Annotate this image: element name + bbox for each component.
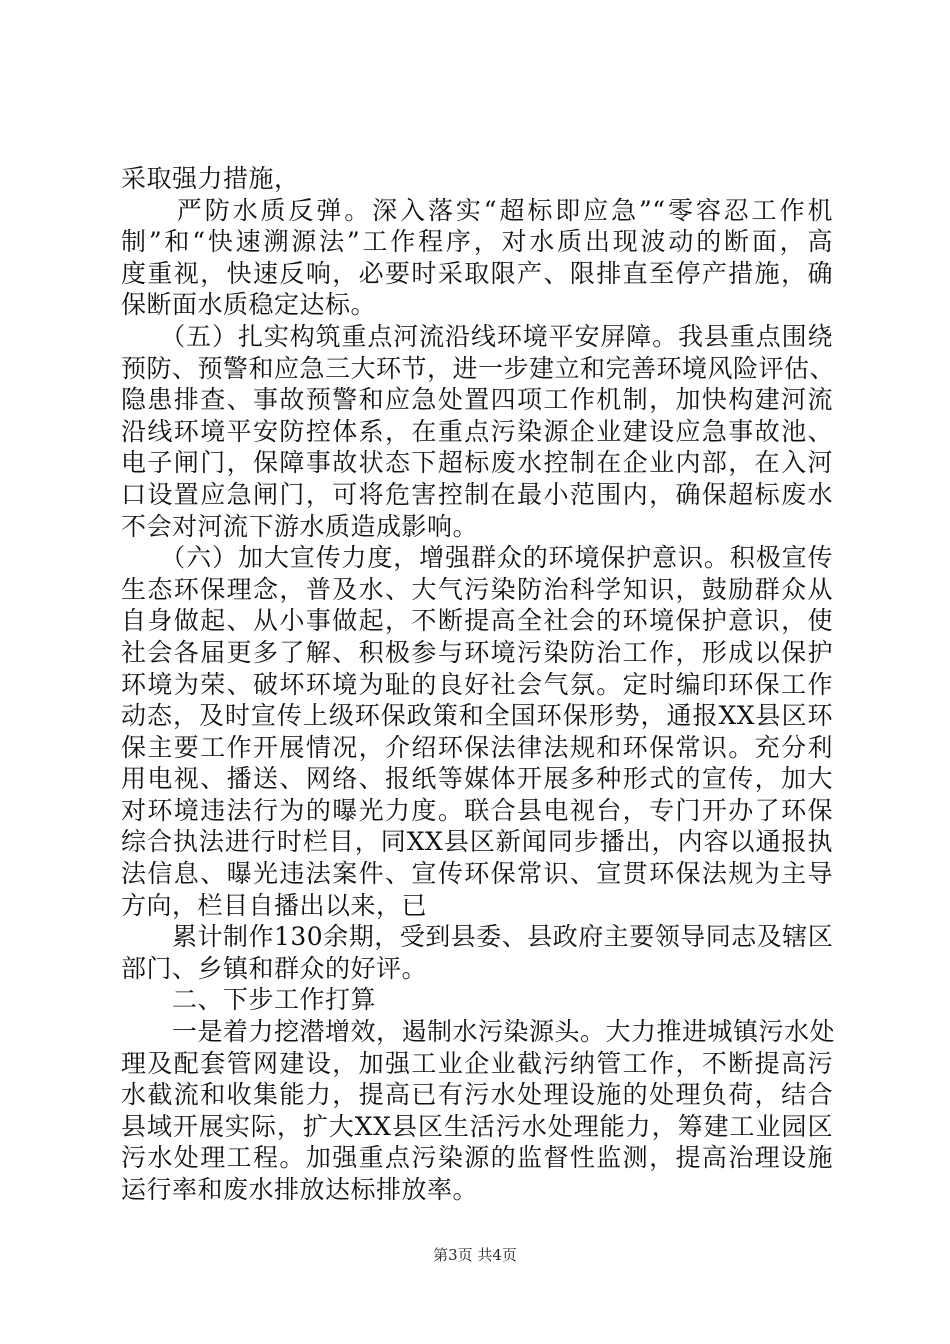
text-line: 用电视、播送、网络、报纸等媒体开展多种形式的宣传，加大 bbox=[121, 764, 833, 794]
text-line: 运行率和废水排放达标排放率。 bbox=[121, 1175, 479, 1204]
text-line: 采取强力措施， bbox=[121, 164, 300, 193]
page-footer bbox=[0, 1244, 950, 1265]
text-line: 社会各届更多了解、积极参与环境污染防治工作，形成以保护 bbox=[121, 637, 833, 667]
text-line: 口设置应急闸门，可将危害控制在最小范围内，确保超标废水 bbox=[121, 479, 833, 509]
text-line: 累计制作130余期，受到县委、县政府主要领导同志及辖区 bbox=[121, 922, 834, 952]
text-line: 二、下步工作打算 bbox=[121, 985, 377, 1015]
text-line: 严防水质反弹。深入落实“超标即应急”“零容忍工作机 bbox=[121, 195, 833, 225]
text-line: 隐患排查、事故预警和应急处置四项工作机制，加快构建河流 bbox=[121, 385, 833, 415]
text-line: 自身做起、从小事做起，不断提高全社会的环境保护意识，使 bbox=[121, 606, 833, 636]
text-line: （五）扎实构筑重点河流沿线环境平安屏障。我县重点围绕 bbox=[121, 321, 833, 351]
text-line: 综合执法进行时栏目，同XX县区新闻同步播出，内容以通报执 bbox=[121, 827, 833, 857]
text-line: 县域开展实际，扩大XX县区生活污水处理能力，筹建工业园区 bbox=[121, 1111, 833, 1141]
text-line: 动态，及时宣传上级环保政策和全国环保形势，通报XX县区环 bbox=[121, 701, 833, 731]
text-line: 水截流和收集能力，提高已有污水处理设施的处理负荷，结合 bbox=[121, 1080, 833, 1110]
text-line: 一是着力挖潜增效，遏制水污染源头。大力推进城镇污水处 bbox=[121, 1017, 836, 1047]
text-line: 不会对河流下游水质造成影响。 bbox=[121, 511, 479, 541]
text-line: 制”和“快速溯源法”工作程序，对水质出现波动的断面，高 bbox=[121, 227, 833, 257]
text-line: 预防、预警和应急三大环节，进一步建立和完善环境风险评估、 bbox=[121, 353, 836, 383]
text-line: 对环境违法行为的曝光力度。联合县电视台，专门开办了环保 bbox=[121, 795, 833, 825]
text-line: 保主要工作开展情况，介绍环保法律法规和环保常识。充分利 bbox=[121, 732, 833, 762]
text-line: 污水处理工程。加强重点污染源的监督性监测，提高治理设施 bbox=[121, 1143, 833, 1173]
text-line: 保断面水质稳定达标。 bbox=[121, 290, 377, 320]
text-line: 度重视，快速反响，必要时采取限产、限排直至停产措施，确 bbox=[121, 258, 833, 288]
text-line: 部门、乡镇和群众的好评。 bbox=[121, 953, 428, 983]
page-number: 第3页 共4页 bbox=[433, 1246, 517, 1264]
text-line: 电子闸门，保障事故状态下超标废水控制在企业内部，在入河 bbox=[121, 448, 833, 478]
text-line: 法信息、曝光违法案件、宣传环保常识、宣贯环保法规为主导 bbox=[121, 859, 833, 889]
text-line: 环境为荣、破坏环境为耻的良好社会气氛。定时编印环保工作 bbox=[121, 669, 833, 699]
text-line: 理及配套管网建设，加强工业企业截污纳管工作，不断提高污 bbox=[121, 1048, 833, 1078]
document-body bbox=[121, 163, 836, 1206]
text-line: 生态环保理念，普及水、大气污染防治科学知识，鼓励群众从 bbox=[121, 574, 833, 604]
text-line: （六）加大宣传力度，增强群众的环境保护意识。积极宣传 bbox=[121, 543, 833, 573]
text-line: 沿线环境平安防控体系，在重点污染源企业建设应急事故池、 bbox=[121, 416, 833, 446]
text-line: 方向，栏目自播出以来，已 bbox=[121, 890, 428, 920]
